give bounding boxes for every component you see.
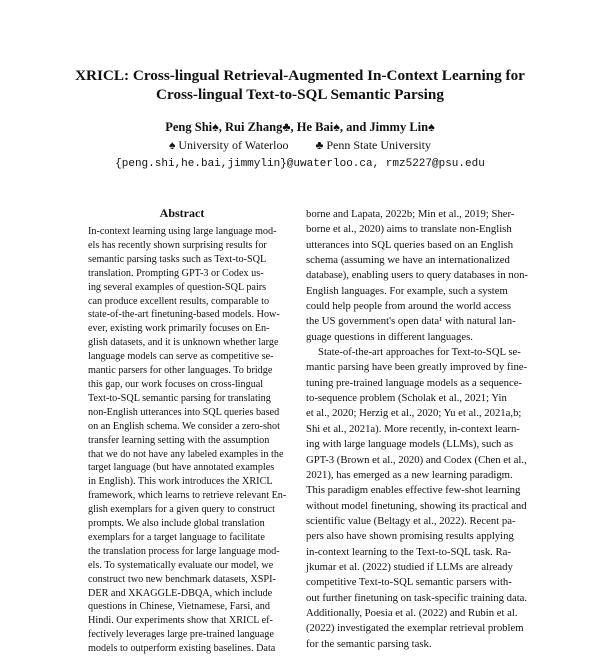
body-text-line: could help people from around the world access <box>306 300 512 313</box>
body-text-line: for the semantic parsing task. <box>306 637 432 650</box>
paper-title-line: XRICL: Cross-lingual Retrieval-Augmented In-Context Learning for <box>75 67 525 84</box>
abstract-line: can produce excellent results, comparable to <box>88 295 270 307</box>
abstract-heading: Abstract <box>159 206 205 220</box>
body-text-line: out further finetuning on task-specific training data. <box>306 591 528 604</box>
body-text-line: the US government's open data¹ with natural lan- <box>306 315 516 328</box>
abstract-line: prompts. We also include global translation <box>88 518 265 530</box>
body-text-line: without model finetuning, showing its practical and <box>306 499 527 512</box>
abstract-line: this gap, our work focuses on cross-lingual <box>88 378 264 390</box>
abstract-body <box>88 225 287 655</box>
body-text-line: borne et al., 2020) aims to translate non-English <box>306 223 512 236</box>
abstract-line: framework, which learns to retrieve relevant En- <box>88 490 287 502</box>
body-text-line: utterances into SQL queries based on an English <box>306 238 514 251</box>
abstract-line: DER and XKAGGLE-DBQA, which include <box>88 587 273 599</box>
abstract-line: transfer learning setting with the assumption <box>88 434 270 446</box>
affiliation-waterloo: ♠ University of Waterloo <box>168 138 289 152</box>
abstract-line: In-context learning using large language mod- <box>88 226 277 237</box>
abstract-line: semantic parsing tasks such as Text-to-SQL <box>88 253 267 265</box>
body-text-line: guage questions in different languages. <box>306 330 473 343</box>
abstract-line: construct two new benchmark datasets, XSPI- <box>88 573 276 585</box>
body-text-line: 2021), has emerged as a new learning paradigm. <box>306 468 513 481</box>
body-text-line: pers also have shown promising results applying <box>306 530 514 543</box>
abstract-line: mantic parsers for other languages. To bridge <box>88 365 273 377</box>
author-list: Peng Shi♠, Rui Zhang♣, He Bai♠, and Jimmy Lin♠ <box>165 120 435 134</box>
body-text-line: (2022) investigated the exemplar retrieval problem <box>306 622 524 635</box>
body-text-line: in-context learning to the Text-to-SQL task. Ra- <box>306 545 511 558</box>
body-text-line: schema (assuming we have an internationalized <box>306 254 510 267</box>
affiliation-penn-state: ♣ Penn State University <box>315 138 432 152</box>
body-text-line: borne and Lapata, 2022b; Min et al., 2019; Sher- <box>306 208 515 220</box>
abstract-line: non-English utterances into SQL queries based <box>88 406 280 418</box>
paper-title <box>40 66 560 104</box>
abstract-line: state-of-the-art finetuning-based models. How- <box>88 309 280 321</box>
body-text-line: Shi et al., 2021a). More recently, in-context learn- <box>306 422 520 435</box>
body-text-line: This paradigm enables effective few-shot learning <box>306 484 521 497</box>
abstract-line: that we do not have any labeled examples in the <box>88 448 284 460</box>
paper-title-line: Cross-lingual Text-to-SQL Semantic Parsing <box>156 86 444 103</box>
abstract-line: Text-to-SQL semantic parsing for translating <box>88 392 271 404</box>
body-text-line: to-sequence problem (Scholak et al., 2021; Yin <box>306 392 507 405</box>
abstract-line: exemplars for a target language to facilitate <box>88 531 265 543</box>
body-text-line: competitive Text-to-SQL semantic parsers with- <box>306 576 512 589</box>
abstract-line: language models can serve as competitive se- <box>88 351 274 363</box>
abstract-line: on an English schema. We consider a zero-shot <box>88 420 280 432</box>
body-text-line: tuning pre-trained language models as a sequence- <box>306 376 523 389</box>
body-text-line: ing with large language models (LLMs), such as <box>306 438 513 451</box>
abstract-line: els. To systematically evaluate our model, we <box>88 559 274 571</box>
abstract-line: target language (but have annotated examples <box>88 462 275 474</box>
abstract-line: Hindi. Our experiments show that XRICL ef- <box>88 615 273 627</box>
body-text-line: Additionally, Poesia et al. (2022) and Rubin et al. <box>306 606 518 619</box>
abstract-line: the translation process for large language mod- <box>88 545 280 557</box>
abstract-line: models to outperform existing baselines. Data <box>88 643 276 655</box>
affiliations <box>40 137 560 153</box>
abstract-line: questions in Chinese, Vietnamese, Farsi, and <box>88 601 270 613</box>
abstract-line: ing several examples of question-SQL pairs <box>88 281 267 293</box>
body-text-line: mantic parsing have been greatly improved by fine- <box>306 361 528 374</box>
body-text-line: et al., 2020; Herzig et al., 2020; Yu et al., 2021a,b; <box>306 407 522 420</box>
body-text-line: database), enabling users to query databases in non- <box>306 269 528 282</box>
body-text-line: GPT-3 (Brown et al., 2020) and Codex (Chen et al., <box>306 453 527 466</box>
author-emails: {peng.shi,he.bai,jimmylin}@uwaterloo.ca, rmz5227@psu.edu <box>115 158 485 170</box>
abstract-line: glish datasets, and it is unknown whether large <box>88 337 279 349</box>
abstract-line: els has recently shown surprising results for <box>88 239 267 251</box>
body-text-line: State-of-the-art approaches for Text-to-SQL se- <box>318 346 521 359</box>
abstract-line: translation. Prompting GPT-3 or Codex us- <box>88 267 264 279</box>
abstract-line: ever, existing work primarily focuses on En- <box>88 323 270 335</box>
intro-column <box>306 207 534 650</box>
abstract-line: glish exemplars for a given query to construct <box>88 504 276 516</box>
body-text-line: jkumar et al. (2022) studied if LLMs are already <box>306 560 513 573</box>
abstract-line: in English). This work introduces the XRICL <box>88 476 273 488</box>
body-text-line: English languages. For example, such a system <box>306 284 508 297</box>
body-text-line: scientific value (Beltagy et al., 2022). Recent pa- <box>306 514 516 527</box>
abstract-line: fectively leverages large pre-trained language <box>88 629 274 641</box>
